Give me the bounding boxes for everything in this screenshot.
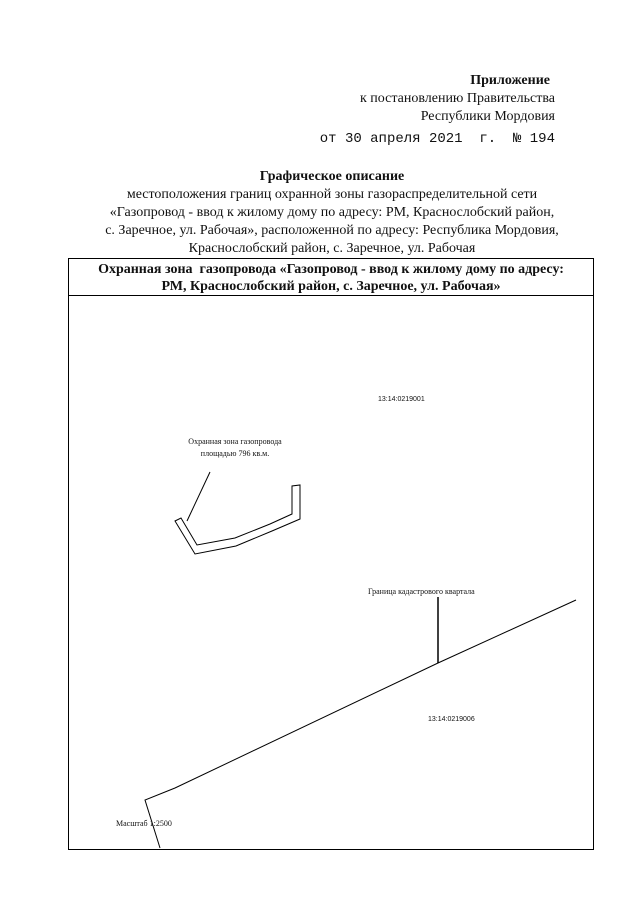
description-line-2: «Газопровод - ввод к жилому дому по адресу: РМ, Краснослобский район, <box>109 205 555 220</box>
appendix-line-2: Республики Мордовия <box>420 109 555 124</box>
zone-label <box>170 437 300 458</box>
description-line-3: с. Заречное, ул. Рабочая», расположенной по адресу: Республика Мордовия, <box>105 223 559 238</box>
boundary-label: Граница кадастрового квартала <box>368 587 475 596</box>
description-heading: Графическое описание <box>259 169 405 184</box>
description-line-1: местоположения границ охранной зоны газораспределительной сети <box>126 187 538 202</box>
appendix-line-1: к постановлению Правительства <box>359 91 555 106</box>
decree-reference: от 30 апреля 2021 г. № 194 <box>319 131 555 147</box>
scale-label: Масштаб 1:2500 <box>116 819 172 828</box>
map-frame <box>68 258 594 850</box>
zone-label-line-1: Охранная зона газопровода <box>188 437 282 446</box>
zone-label-line-2: площадью 796 кв.м. <box>200 449 270 458</box>
appendix-title: Приложение <box>470 73 550 88</box>
quarter-label-top: 13:14:0219001 <box>378 396 425 403</box>
description-line-4: Краснослобский район, с. Заречное, ул. Рабочая <box>188 241 476 256</box>
appendix-block <box>320 72 555 148</box>
map-title-line-1: Охранная зона газопровода «Газопровод - ввод к жилому дому по адресу: <box>98 262 564 277</box>
map-title-line-2: РМ, Краснослобский район, с. Заречное, ул. Рабочая» <box>161 279 501 294</box>
map-title <box>69 259 593 296</box>
quarter-label-bottom: 13:14:0219006 <box>428 716 475 723</box>
description-block <box>72 168 592 258</box>
